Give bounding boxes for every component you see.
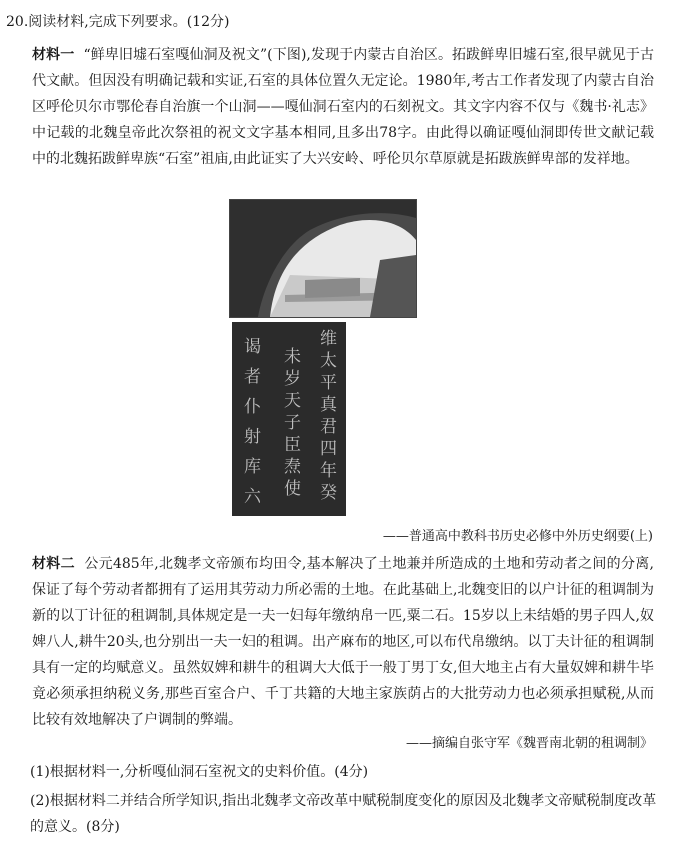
svg-text:四: 四	[320, 439, 337, 459]
svg-text:使: 使	[284, 479, 301, 499]
svg-text:射: 射	[244, 427, 261, 447]
svg-text:者: 者	[244, 367, 261, 387]
material-two-source: ——摘编自张守军《魏晋南北朝的租调制》	[405, 736, 653, 751]
svg-text:子: 子	[284, 413, 301, 433]
material-two-label: 材料二	[32, 556, 75, 572]
subquestion-2: (2)根据材料二并结合所学知识,指出北魏孝文帝改革中赋税制度变化的原因及北魏孝文帝赋税制度改革的意义。(8分)	[30, 793, 657, 835]
svg-text:癸: 癸	[320, 483, 337, 503]
svg-text:平: 平	[320, 373, 337, 393]
svg-text:仆: 仆	[244, 397, 261, 417]
svg-text:真: 真	[320, 395, 337, 415]
material-two	[32, 551, 654, 733]
inscription-rubbing	[232, 322, 346, 516]
material-one-source: ——普通高中教科书历史必修中外历史纲要(上)	[382, 529, 653, 544]
material-two-text: 公元485年,北魏孝文帝颁布均田令,基本解决了土地兼并所造成的土地和劳动者之间的分离,保证了每个劳动者都拥有了运用其劳动力所必需的土地。在此基础上,北魏变旧的以户计征的租调制为新的以丁计征的租调制,具体规定是一夫一妇每年缴纳帛一匹,粟二石。15岁以上未结婚的男子四人,奴婢八人,耕牛20头,也分别出一夫一妇的租调。出产麻布的地区,可以布代帛缴纳。以丁夫计征的租调制具有一定的均赋意义。虽然奴婢和耕牛的租调大大低于一般丁男丁女,但大地主占有大量奴婢和耕牛毕竟必须承担纳税义务,那些百室合户、千丁共籍的大地主家族荫占的大批劳动力也必须承担赋税,从而比较有效地解决了户调制的弊端。	[32, 556, 654, 728]
svg-text:臣: 臣	[284, 435, 301, 455]
svg-text:年: 年	[320, 461, 337, 481]
svg-text:君: 君	[320, 417, 337, 437]
svg-text:库: 库	[244, 457, 261, 477]
svg-text:六: 六	[244, 487, 261, 507]
material-one-label: 材料一	[32, 47, 75, 63]
svg-text:天: 天	[284, 391, 301, 411]
material-one	[32, 42, 654, 172]
svg-text:维: 维	[320, 329, 337, 349]
material-one-text: “鲜卑旧墟石室嘎仙洞及祝文”(下图),发现于内蒙古自治区。拓跋鲜卑旧墟石室,很早就见于古代文献。但因没有明确记载和实证,石室的具体位置久无定论。1980年,考古工作者发现了内蒙古自治区呼伦贝尔市鄂伦春自治旗一个山洞——嘎仙洞石室内的石刻祝文。其文字内容不仅与《魏书·礼志》中记载的北魏皇帝此次祭祖的祝文文字基本相同,且多出78字。由此得以确证嘎仙洞即传世文献记载中的北魏拓跋鲜卑族“石室”祖庙,由此证实了大兴安岭、呼伦贝尔草原就是拓跋族鲜卑部的发祥地。	[32, 47, 655, 167]
cave-photo-image	[230, 200, 416, 317]
svg-text:焘: 焘	[284, 457, 301, 477]
svg-text:谒: 谒	[244, 337, 261, 357]
question-header: 20.阅读材料,完成下列要求。(12分)	[6, 14, 230, 30]
svg-text:太: 太	[320, 351, 337, 371]
svg-text:岁: 岁	[284, 369, 301, 389]
cave-photo	[229, 199, 417, 318]
svg-text:未: 未	[284, 347, 301, 367]
subquestion-1: (1)根据材料一,分析嘎仙洞石室祝文的史料价值。(4分)	[30, 764, 369, 780]
inscription-rubbing-image	[232, 322, 346, 516]
